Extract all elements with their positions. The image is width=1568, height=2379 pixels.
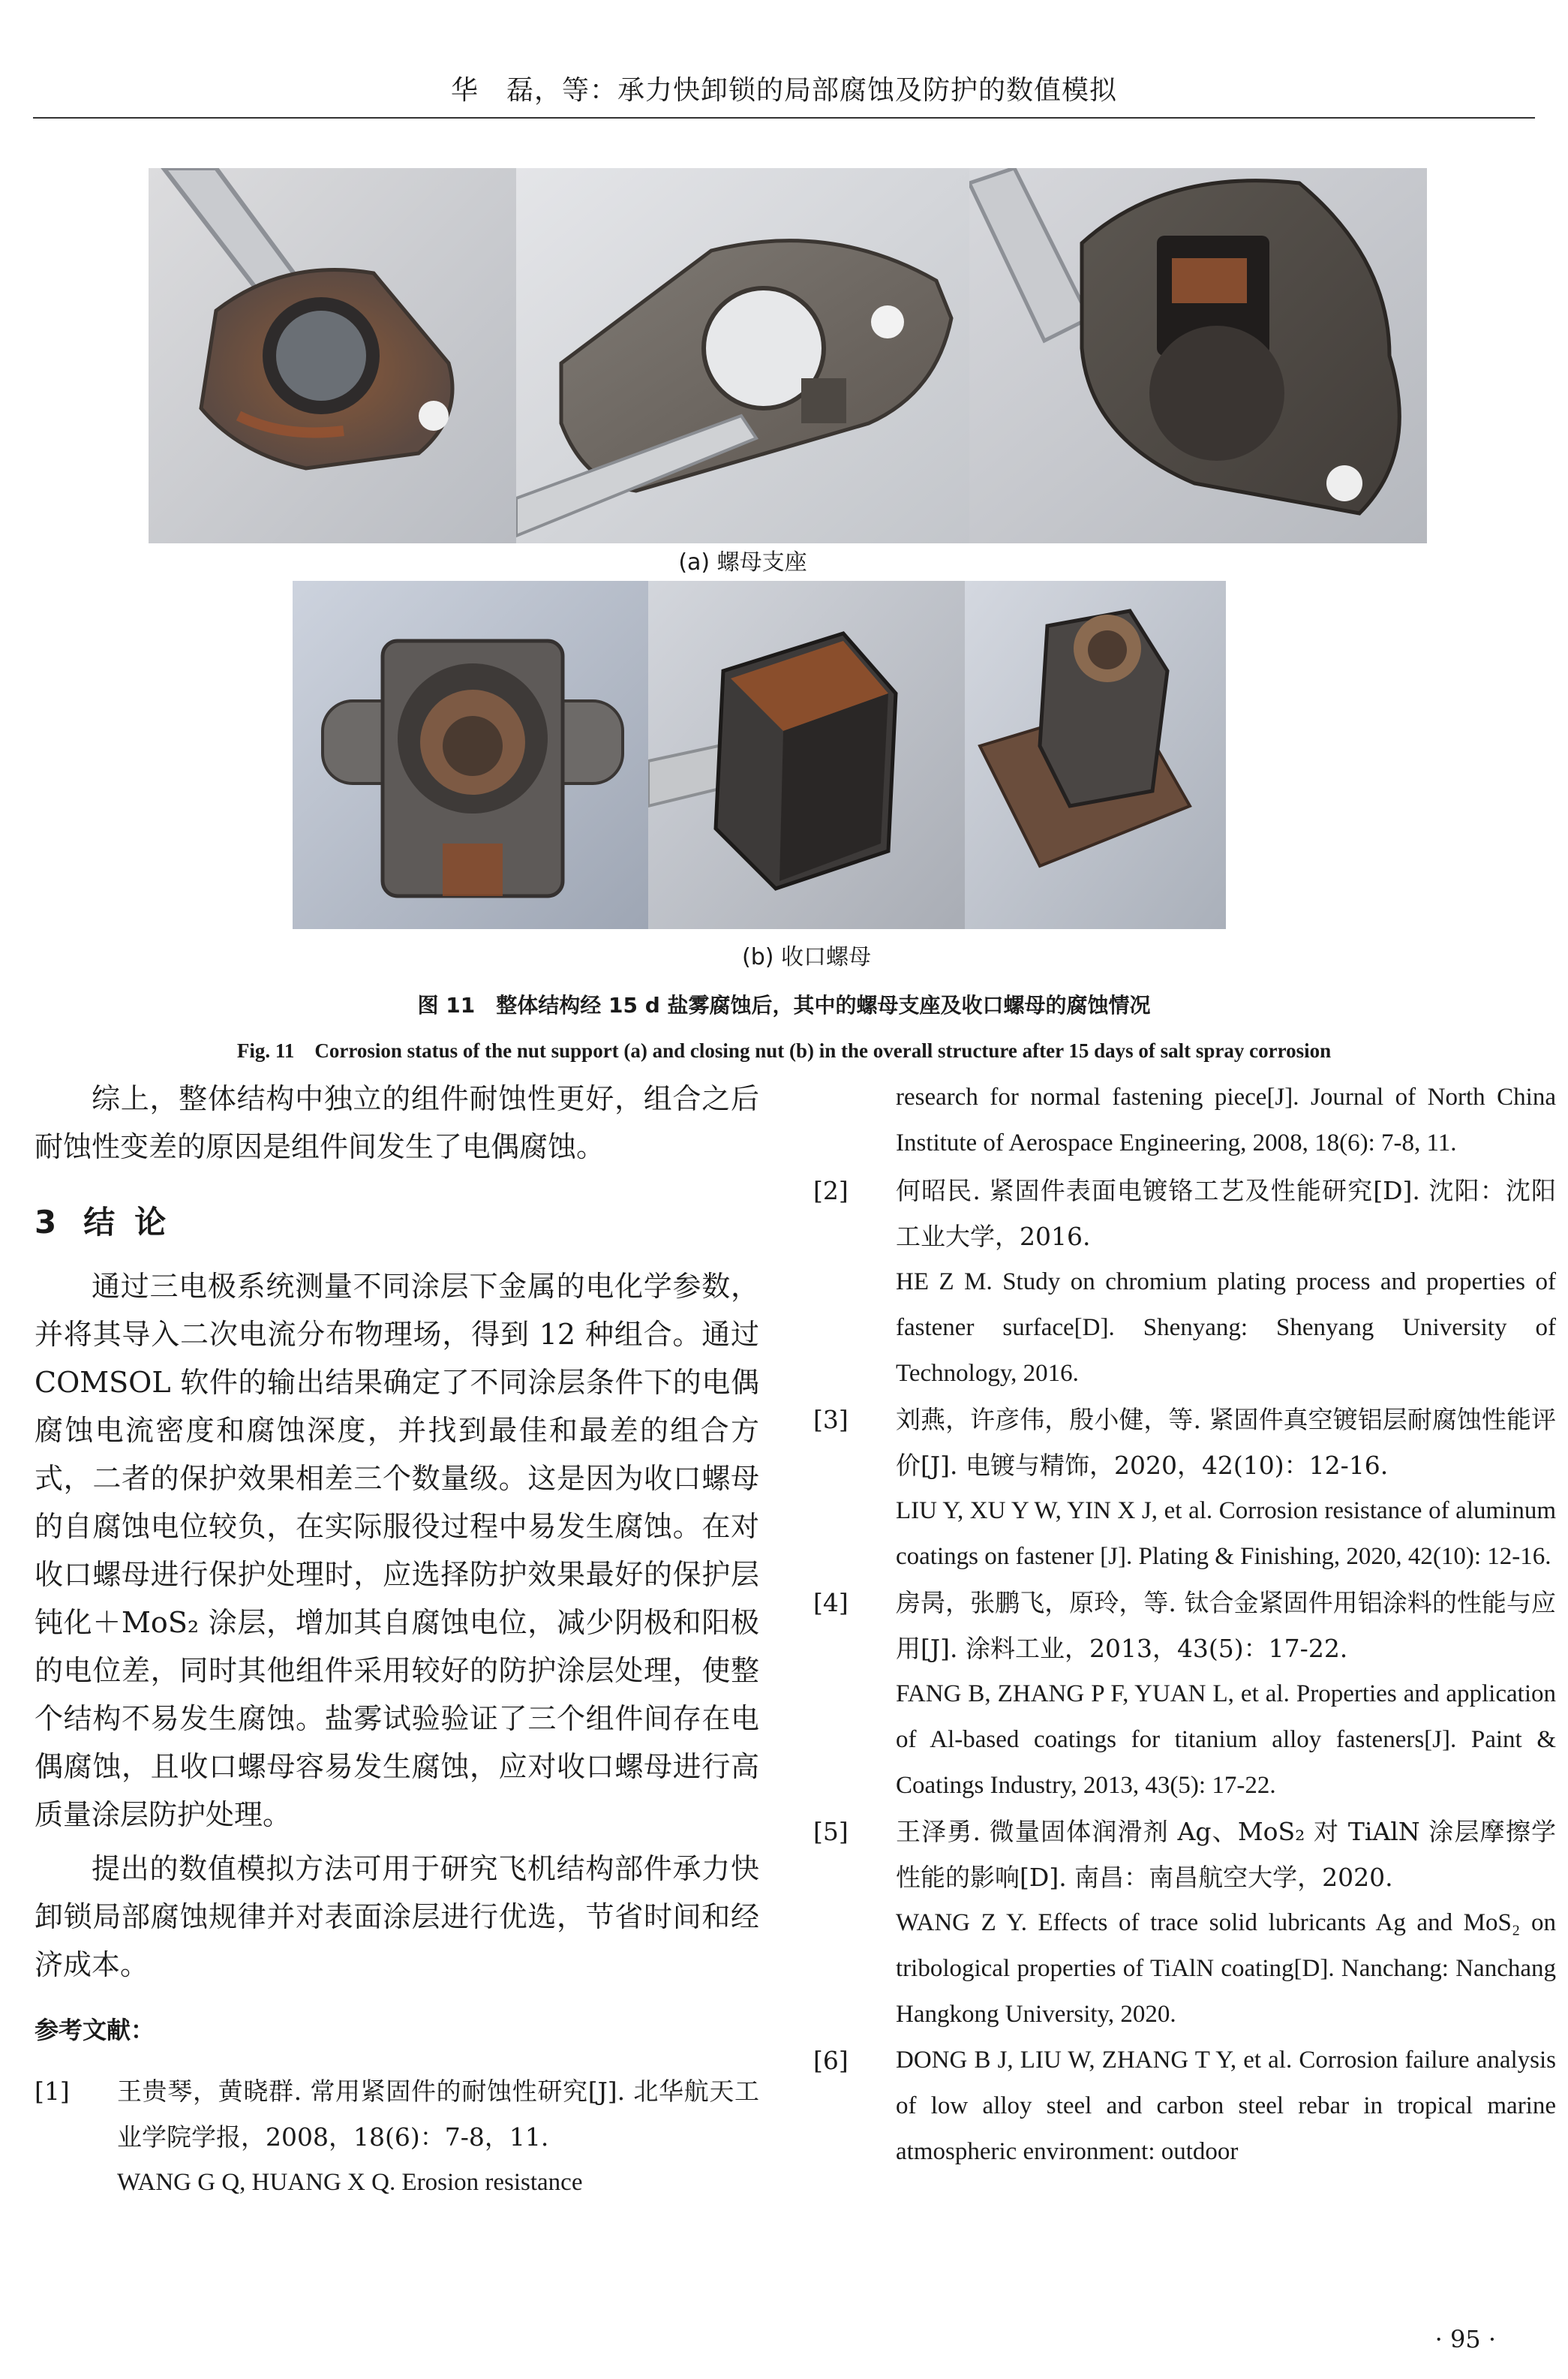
page-number: · 95 · [1434,2325,1496,2353]
reference-number: [3] [813,1405,849,1434]
figure-caption-cn: 图 11 整体结构经 15 d 盐雾腐蚀后，其中的螺母支座及收口螺母的腐蚀情况 [417,993,1151,1018]
reference-item [35,2068,759,2206]
reference-en: HE Z M. Study on chromium plating process and properties of fastener surface[D]. Shenyang: Shenyang University of Technology, 2016. [896,1268,1556,1387]
reference-item [813,1580,1556,1809]
reference-en: LIU Y, XU Y W, YIN X J, et al. Corrosion resistance of aluminum coatings on fastener [J]. Plating & Finishing, 2020, 42(10): 12-16. [896,1497,1556,1570]
reference-continuation: research for normal fastening piece[J]. Journal of North China Institute of Aerospace Engineering, 2008, 18(6): 7-8, 11. [896,1084,1556,1156]
subcaption-a: (a) 螺母支座 [678,549,807,576]
reference-cn: 房昺，张鹏飞，原玲，等. 钛合金紧固件用铝涂料的性能与应用[J]. 涂料工业，2013，43(5)：17-22. [896,1588,1556,1663]
photo-b2 [648,581,965,929]
paragraph-conclusion-2: 提出的数值模拟方法可用于研究飞机结构部件承力快卸锁局部腐蚀规律并对表面涂层进行优选，节省时间和经济成本。 [35,1852,759,1981]
subcaption-b: (b) 收口螺母 [742,944,871,970]
photo-a1 [149,168,516,543]
left-column [35,1075,759,2206]
reference-number: [5] [813,1817,849,1846]
reference-number: [6] [813,2046,849,2075]
photo-a3 [969,168,1427,543]
reference-cn: 刘燕，许彦伟，殷小健，等. 紧固件真空镀铝层耐腐蚀性能评价[J]. 电镀与精饰，2020，42(10)：12-16. [896,1405,1556,1480]
section-heading [35,1198,759,1243]
reference-cn: 王泽勇. 微量固体润滑剂 Ag、MoS₂ 对 TiAlN 涂层摩擦学性能的影响[D]. 南昌：南昌航空大学，2020. [896,1817,1556,1892]
header-rule [33,117,1535,119]
reference-item [813,1397,1556,1580]
reference-item [813,1168,1556,1397]
photo-b1 [293,581,648,929]
reference-cn: 何昭民. 紧固件表面电镀铬工艺及性能研究[D]. 沈阳：沈阳工业大学，2016. [896,1176,1556,1251]
section-number: 3 [35,1204,57,1241]
reference-item [813,2038,1556,2175]
reference-number: [1] [35,2077,70,2106]
reference-number: [2] [813,1176,849,1205]
photo-a2 [516,168,969,543]
photo-b3 [965,581,1226,929]
section-title: 结论 [83,1204,186,1241]
references-heading: 参考文献： [35,2016,155,2044]
paragraph-conclusion-1: 通过三电极系统测量不同涂层下金属的电化学参数，并将其导入二次电流分布物理场，得到 12 种组合。通过 COMSOL 软件的输出结果确定了不同涂层条件下的电偶腐蚀电流密度和腐蚀深度，并找到最佳和最差的组合方式，二者的保护效果相差三个数量级。这是因为收口螺母的自腐蚀电位较负，在实际服役过程中易发生腐蚀。在对收口螺母进行保护处理时，应选择防护效果最好的保护层钝化＋MoS₂ 涂层，增加其自腐蚀电位，减少阴极和阳极的电位差，同时其他组件采用较好的防护涂层处理，使整个结构不易发生腐蚀。盐雾试验验证了三个组件间存在电偶腐蚀，且收口螺母容易发生腐蚀，应对收口螺母进行高质量涂层防护处理。 [35,1270,759,1831]
reference-cn: 王贵琴，黄晓群. 常用紧固件的耐蚀性研究[J]. 北华航天工业学院学报，2008，18(6)：7-8，11. [117,2077,759,2152]
reference-en: DONG B J, LIU W, ZHANG T Y, et al. Corrosion failure analysis of low alloy steel and carbon steel rebar in tropical marine atmospheric environment: outdoor [896,2047,1556,2165]
reference-en: WANG G Q, HUANG X Q. Erosion resistance [117,2169,583,2196]
reference-en: WANG Z Y. Effects of trace solid lubricants Ag and MoS₂ on tribological properties of TiAlN coating[D]. Nanchang: Nanchang Hangkong University, 2020. [896,1909,1556,2028]
figure-caption-en: Fig. 11 Corrosion status of the nut support (a) and closing nut (b) in the overall structure after 15 days of salt spray corrosion [236,1039,1332,1062]
running-header: 华 磊，等：承力快卸锁的局部腐蚀及防护的数值模拟 [450,75,1117,106]
reference-number: [4] [813,1588,849,1617]
reference-en: FANG B, ZHANG P F, YUAN L, et al. Properties and application of Al-based coatings for titanium alloy fasteners[J]. Paint & Coatings Industry, 2013, 43(5): 17-22. [896,1680,1556,1799]
right-column [813,1075,1556,2175]
paragraph-summary: 综上，整体结构中独立的组件耐蚀性更好，组合之后耐蚀性变差的原因是组件间发生了电偶腐蚀。 [35,1082,759,1163]
reference-item [813,1809,1556,2038]
